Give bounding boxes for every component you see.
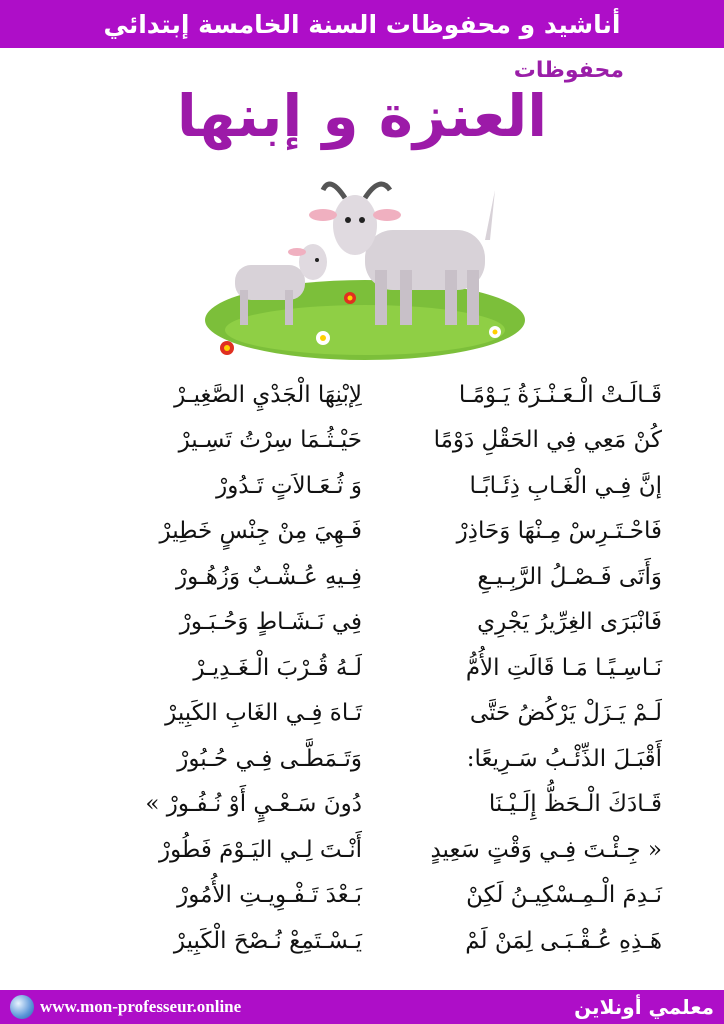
verse-second-half: وَ ثُـعَـالاَتٍ تَـدُورْ	[216, 472, 362, 499]
verse-line	[60, 918, 670, 964]
verse-second-half: تَـاهَ فِـي الغَابِ الكَبِيرْ	[165, 700, 362, 727]
verse-line	[60, 509, 670, 555]
verse-second-half: وَتَـمَطَّـى فِـي حُـبُورْ	[177, 745, 362, 772]
verse-first-half: هَـذِهِ عُـقْـبَـى لِمَنْ لَمْ	[465, 927, 662, 954]
verse-second-half: حَيْـثُـمَا سِرْتُ تَسِـيرْ	[178, 427, 362, 454]
brand-name: معلمي أونلاين	[574, 995, 714, 1019]
goats-illustration	[195, 170, 535, 370]
verse-first-half: « جِـئْـتَ فِـي وَقْتٍ سَعِيدٍ	[430, 836, 662, 863]
verse-line	[60, 736, 670, 782]
verse-first-half: أَقْبَـلَ الذِّئْـبُ سَـرِيعًا:	[466, 745, 662, 772]
verse-line	[60, 645, 670, 691]
verse-first-half: نَـدِمَ الْـمِـسْكِيـنُ لَكِنْ	[466, 882, 662, 909]
verse-first-half: وَأَتَى فَـصْـلُ الرَّبِـيـعِ	[477, 563, 662, 590]
verse-first-half: إنَّ فِـي الْغَـابِ ذِئَـابًـا	[469, 472, 662, 499]
verse-second-half: لَـهُ قُـرْبَ الْـغَـدِيـرْ	[193, 654, 362, 681]
verse-first-half: قَـالَـتْ الْـعَـنْـزَةُ يَـوْمًـا	[458, 381, 662, 408]
website-link[interactable]	[10, 995, 241, 1019]
verse-line	[60, 554, 670, 600]
verse-first-half: نَـاسِـيًـا مَـا قَالَتِ الأُمُّ	[465, 654, 662, 681]
verse-first-half: فَاحْـتَـرِسْ مِـنْهَا وَحَاذِرْ	[456, 518, 662, 545]
website-url: www.mon-professeur.online	[40, 997, 242, 1016]
verse-line	[60, 418, 670, 464]
verse-line	[60, 782, 670, 828]
verse-first-half: قَـادَكَ الْـحَظُّ إِلَـيْـنَا	[488, 791, 662, 818]
verse-second-half: فَـهِيَ مِنْ جِنْسٍ خَطِيرْ	[159, 518, 362, 545]
verse-line	[60, 600, 670, 646]
poem-title: العنزة و إبنها	[176, 82, 548, 150]
verse-second-half: أَنْـتَ لِـي اليَـوْمَ فَطُورْ	[158, 836, 362, 863]
header-title: أناشيد و محفوظات السنة الخامسة إبتدائي	[103, 9, 621, 39]
verse-second-half: بَـعْدَ تَـفْـوِيـتِ الأُمُورْ	[177, 882, 362, 909]
verse-second-half: دُونَ سَـعْـيٍ أَوْ نُـفُـورْ »	[145, 791, 362, 818]
globe-icon	[10, 995, 34, 1019]
verse-line	[60, 463, 670, 509]
verse-line	[60, 372, 670, 418]
verse-first-half: فَانْبَرَى الغِرِّيرُ يَجْرِي	[477, 609, 662, 636]
verse-line	[60, 691, 670, 737]
verse-second-half: لِإبْنِهَا الْجَدْيِ الصَّغِيـرْ	[174, 381, 362, 408]
poem-verses	[60, 372, 670, 964]
footer-banner	[0, 990, 724, 1024]
verse-second-half: فِي نَـشَـاطٍ وَحُـبَـورْ	[179, 609, 362, 636]
verse-second-half: فِـيهِ عُـشْـبٌ وَزُهُـورْ	[176, 563, 362, 590]
section-label: محفوظات	[513, 58, 624, 83]
verse-first-half: لَـمْ يَـزَلْ يَرْكُضُ حَتَّى	[469, 700, 662, 727]
verse-second-half: يَـسْـتَمِعْ نُـصْحَ الْكَبِيرْ	[173, 927, 362, 954]
header-banner	[0, 0, 724, 48]
verse-first-half: كُنْ مَعِي فِي الحَقْلِ دَوْمًا	[433, 427, 662, 454]
verse-line	[60, 827, 670, 873]
verse-line	[60, 873, 670, 919]
